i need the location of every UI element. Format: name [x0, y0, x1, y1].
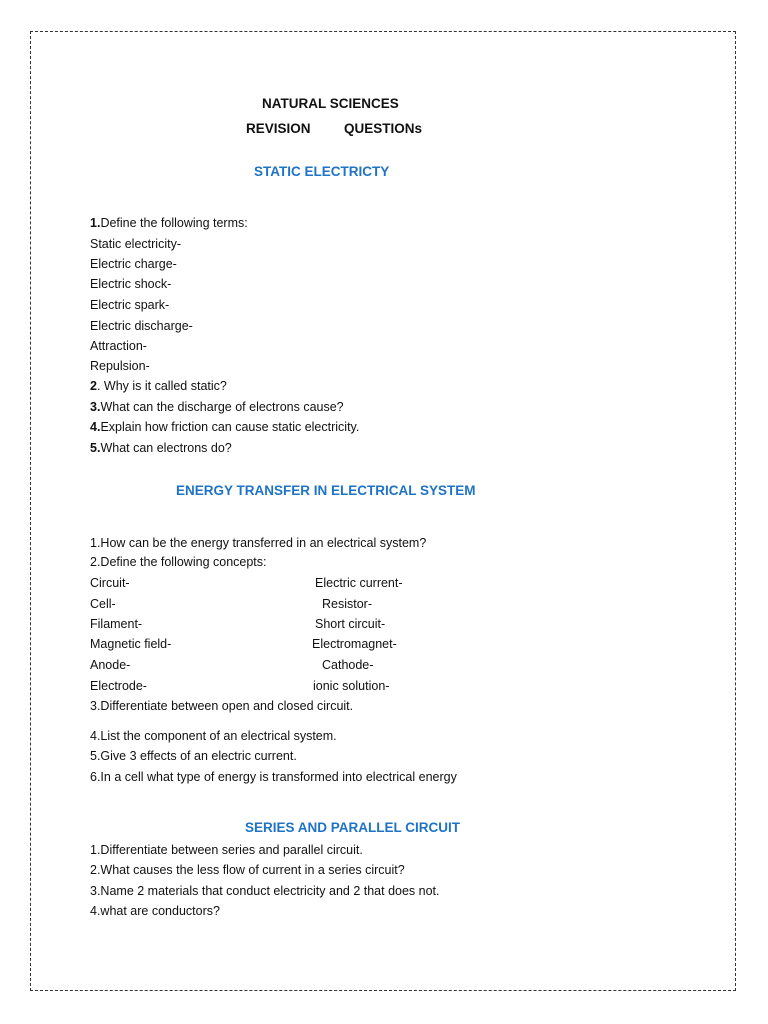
question-2: 2.What causes the less flow of current in a series circuit?	[90, 863, 405, 877]
question-2	[90, 378, 227, 394]
term-item: Electric discharge-	[90, 319, 193, 333]
term-item: Electric shock-	[90, 277, 172, 291]
question-text: . Why is it called static?	[96, 379, 227, 393]
question-2: 2.Define the following concepts:	[90, 555, 267, 569]
question-3: 3.Differentiate between open and closed circuit.	[90, 699, 354, 713]
question-number: 3.	[90, 400, 101, 414]
question-4	[90, 419, 359, 435]
concept-item: Electrode-	[90, 679, 147, 693]
question-5: 5.Give 3 effects of an electric current.	[90, 749, 297, 763]
concept-item: Cell-	[90, 597, 116, 611]
concept-item: Anode-	[90, 658, 131, 672]
question-number: 4.	[90, 420, 101, 434]
question-text: What can the discharge of electrons cause?	[100, 400, 344, 414]
section-heading-series-parallel: SERIES AND PARALLEL CIRCUIT	[245, 820, 461, 835]
concept-item: Resistor-	[322, 597, 373, 611]
concept-item: Circuit-	[90, 576, 130, 590]
question-number: 2	[90, 379, 97, 393]
concept-item: Filament-	[90, 617, 143, 631]
section-heading-static-electricity: STATIC ELECTRICTY	[254, 164, 390, 179]
concept-item: Cathode-	[322, 658, 374, 672]
question-number: 1.	[90, 216, 101, 230]
question-5	[90, 440, 232, 456]
term-item: Attraction-	[90, 339, 147, 353]
document-subtitle-questions: QUESTIONs	[344, 121, 423, 136]
concept-item: Magnetic field-	[90, 637, 172, 651]
term-item: Static electricity-	[90, 237, 181, 251]
term-item: Repulsion-	[90, 359, 150, 373]
question-3: 3.Name 2 materials that conduct electricity and 2 that does not.	[90, 884, 440, 898]
question-6: 6.In a cell what type of energy is transformed into electrical energy	[90, 770, 457, 784]
document-subtitle-revision: REVISION	[246, 121, 311, 136]
concept-item: ionic solution-	[313, 679, 390, 693]
question-1	[90, 215, 248, 231]
question-text: Define the following terms:	[100, 216, 248, 230]
concept-item: Short circuit-	[315, 617, 386, 631]
document-title: NATURAL SCIENCES	[262, 96, 399, 111]
question-1: 1.Differentiate between series and parallel circuit.	[90, 843, 363, 857]
section-heading-energy-transfer: ENERGY TRANSFER IN ELECTRICAL SYSTEM	[176, 483, 476, 498]
question-number: 5.	[90, 441, 101, 455]
term-item: Electric spark-	[90, 298, 170, 312]
concept-item: Electric current-	[315, 576, 403, 590]
term-item: Electric charge-	[90, 257, 177, 271]
question-4: 4.List the component of an electrical system.	[90, 729, 337, 743]
concept-item: Electromagnet-	[312, 637, 397, 651]
question-text: What can electrons do?	[100, 441, 232, 455]
question-text: Explain how friction can cause static electricity.	[100, 420, 360, 434]
question-3	[90, 399, 344, 415]
question-1: 1.How can be the energy transferred in an electrical system?	[90, 536, 427, 550]
question-4: 4.what are conductors?	[90, 904, 220, 918]
